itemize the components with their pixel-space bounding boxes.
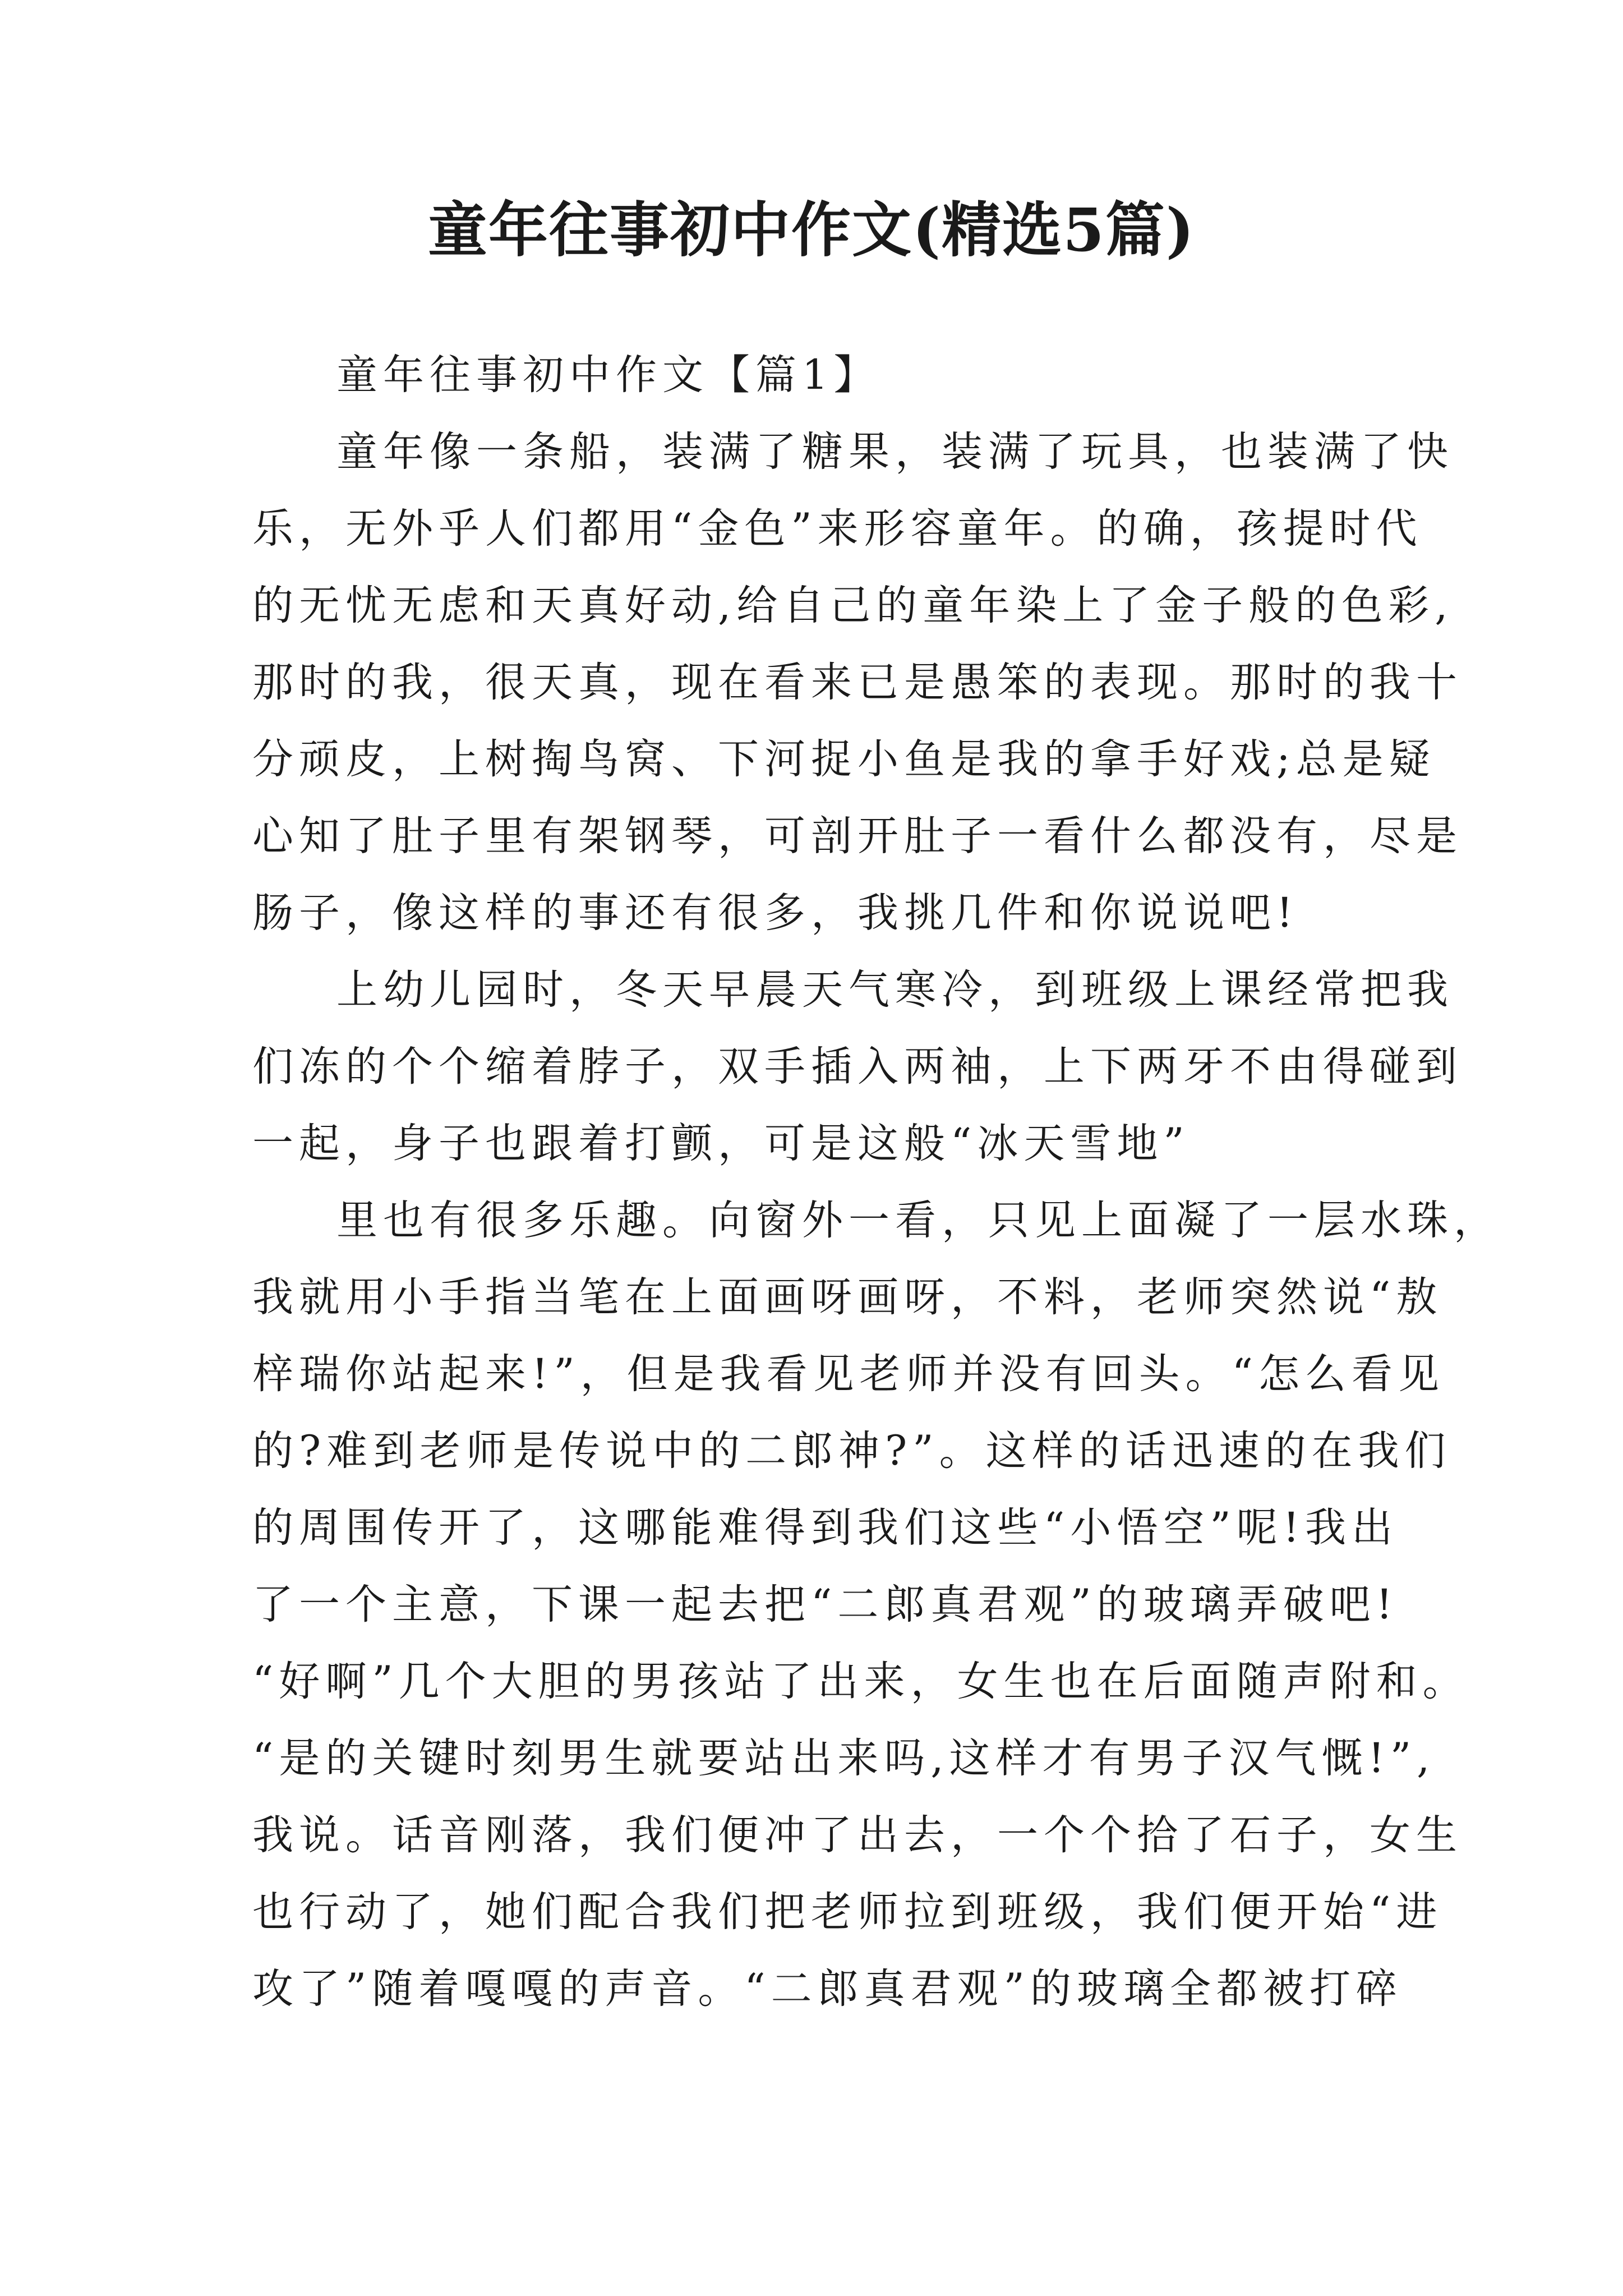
text-line: 那时的我，很天真，现在看来已是愚笨的表现。那时的我十 [252, 659, 1463, 706]
text-line: 乐，无外乎人们都用“金色”来形容童年。的确，孩提时代 [252, 505, 1423, 553]
text-line: 梓瑞你站起来!”，但是我看见老师并没有回头。“怎么看见 [252, 1350, 1445, 1398]
paragraph-first-line: 上幼儿园时，冬天早晨天气寒冷，到班级上课经常把我 [336, 966, 1454, 1014]
paragraph-first-line: 童年往事初中作文【篇1】 [336, 351, 880, 399]
text-line: 肠子，像这样的事还有很多，我挑几件和你说说吧! [252, 889, 1299, 937]
text-line: 一起，身子也跟着打颤，可是这般“冰天雪地” [252, 1120, 1190, 1167]
text-line: 分顽皮，上树掏鸟窝、下河捉小鱼是我的拿手好戏;总是疑 [252, 735, 1436, 783]
paragraph-first-line: 童年像一条船，装满了糖果，装满了玩具，也装满了快 [336, 428, 1454, 476]
text-line: 我说。话音刚落，我们便冲了出去，一个个拾了石子，女生 [252, 1811, 1463, 1859]
text-line: 的无忧无虑和天真好动,给自己的童年染上了金子般的色彩, [252, 582, 1454, 629]
text-line: 我就用小手指当笔在上面画呀画呀，不料，老师突然说“敖 [252, 1273, 1443, 1321]
document-body [252, 337, 1500, 2027]
text-line: “好啊”几个大胆的男孩站了出来，女生也在后面随声附和。 [252, 1658, 1469, 1705]
text-line: 心知了肚子里有架钢琴，可剖开肚子一看什么都没有，尽是 [252, 812, 1463, 860]
text-line: 也行动了，她们配合我们把老师拉到班级，我们便开始“进 [252, 1888, 1443, 1936]
text-line: “是的关键时刻男生就要站出来吗,这样才有男子汉气慨!”, [252, 1734, 1436, 1782]
text-line: 的周围传开了，这哪能难得到我们这些“小悟空”呢!我出 [252, 1504, 1398, 1552]
paragraph-first-line: 里也有很多乐趣。向窗外一看，只见上面凝了一层水珠， [336, 1197, 1500, 1244]
text-line: 攻了”随着嘎嘎的声音。“二郎真君观”的玻璃全都被打碎 [252, 1965, 1403, 2013]
text-line: 了一个主意，下课一起去把“二郎真君观”的玻璃弄破吧! [252, 1581, 1398, 1628]
text-line: 们冻的个个缩着脖子，双手插入两袖，上下两牙不由得碰到 [252, 1043, 1463, 1091]
document-title: 童年往事初中作文(精选5篇) [427, 195, 1196, 265]
text-line: 的?难到老师是传说中的二郎神?”。这样的话迅速的在我们 [252, 1427, 1451, 1475]
